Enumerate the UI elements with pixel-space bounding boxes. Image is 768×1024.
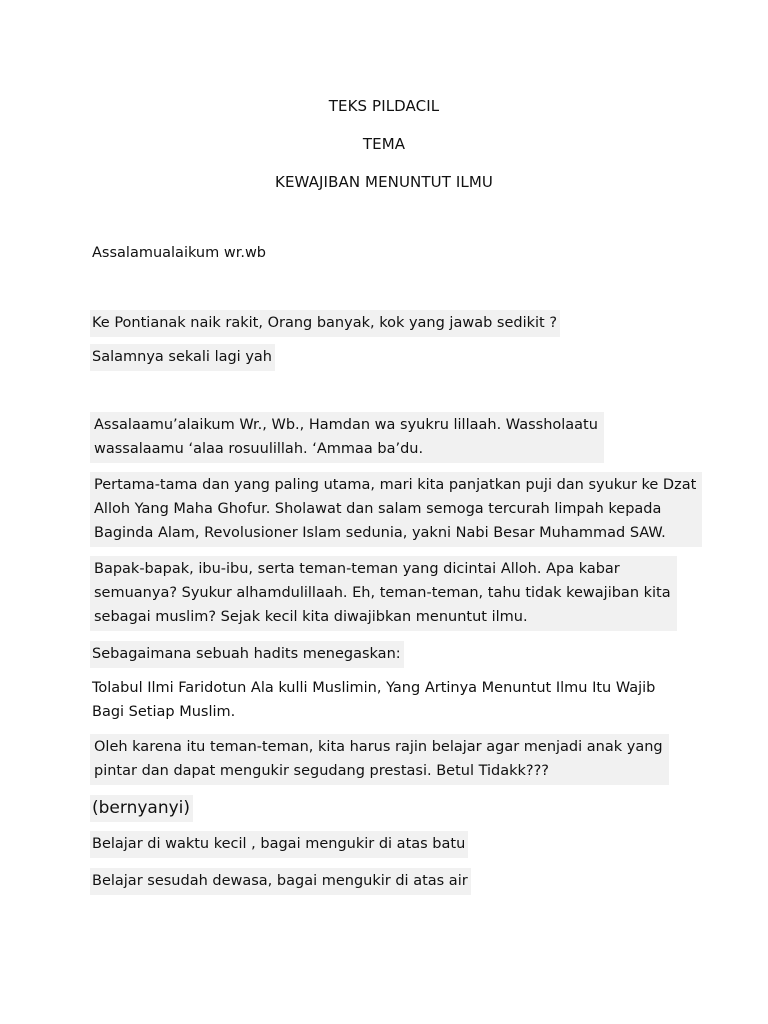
paragraph-line: Bapak-bapak, ibu-ibu, serta teman-teman yang dicintai Alloh. Apa kabar	[92, 560, 623, 579]
paragraph-line: Baginda Alam, Revolusioner Islam sedunia, yakni Nabi Besar Muhammad SAW.	[92, 524, 669, 543]
song-label: (bernyanyi)	[90, 795, 193, 822]
paragraph-hadith	[90, 676, 655, 724]
paragraph-line: Bagi Setiap Muslim.	[92, 704, 236, 720]
paragraph-conclusion	[90, 734, 669, 785]
pantun-line-2: Salamnya sekali lagi yah	[90, 344, 275, 371]
paragraph-line: pintar dan dapat mengukir segudang prestasi. Betul Tidakk???	[92, 762, 552, 781]
paragraph-greeting-audience	[90, 556, 677, 631]
greeting: Assalamualaikum wr.wb	[92, 245, 267, 261]
paragraph-line: wassalaamu ‘alaa rosuulillah. ‘Ammaa ba’du.	[92, 440, 426, 459]
paragraph-line: Pertama-tama dan yang paling utama, mari kita panjatkan puji dan syukur ke Dzat	[92, 476, 699, 495]
song-line-2: Belajar sesudah dewasa, bagai mengukir di atas air	[90, 868, 471, 895]
doc-title: TEKS PILDACIL	[328, 97, 440, 115]
song-line-1: Belajar di waktu kecil , bagai mengukir di atas batu	[90, 831, 468, 858]
paragraph-line: Assalaamu’alaikum Wr., Wb., Hamdan wa syukru lillaah. Wassholaatu	[92, 416, 601, 435]
paragraph-line: Alloh Yang Maha Ghofur. Sholawat dan salam semoga tercurah limpah kepada	[92, 500, 664, 519]
doc-theme-title: KEWAJIBAN MENUNTUT ILMU	[275, 173, 493, 191]
paragraph-line: Tolabul Ilmi Faridotun Ala kulli Muslimin, Yang Artinya Menuntut Ilmu Itu Wajib	[92, 680, 656, 696]
paragraph-line: semuanya? Syukur alhamdulillaah. Eh, teman-teman, tahu tidak kewajiban kita	[92, 584, 674, 603]
paragraph-praise	[90, 472, 702, 547]
doc-theme-label: TEMA	[362, 135, 406, 153]
paragraph-line: sebagai muslim? Sejak kecil kita diwajibkan menuntut ilmu.	[92, 608, 531, 627]
paragraph-line: Oleh karena itu teman-teman, kita harus rajin belajar agar menjadi anak yang	[92, 738, 666, 757]
paragraph-hadith-intro: Sebagaimana sebuah hadits menegaskan:	[90, 641, 404, 668]
paragraph-opening	[90, 412, 604, 463]
pantun-line-1: Ke Pontianak naik rakit, Orang banyak, kok yang jawab sedikit ?	[90, 310, 560, 337]
